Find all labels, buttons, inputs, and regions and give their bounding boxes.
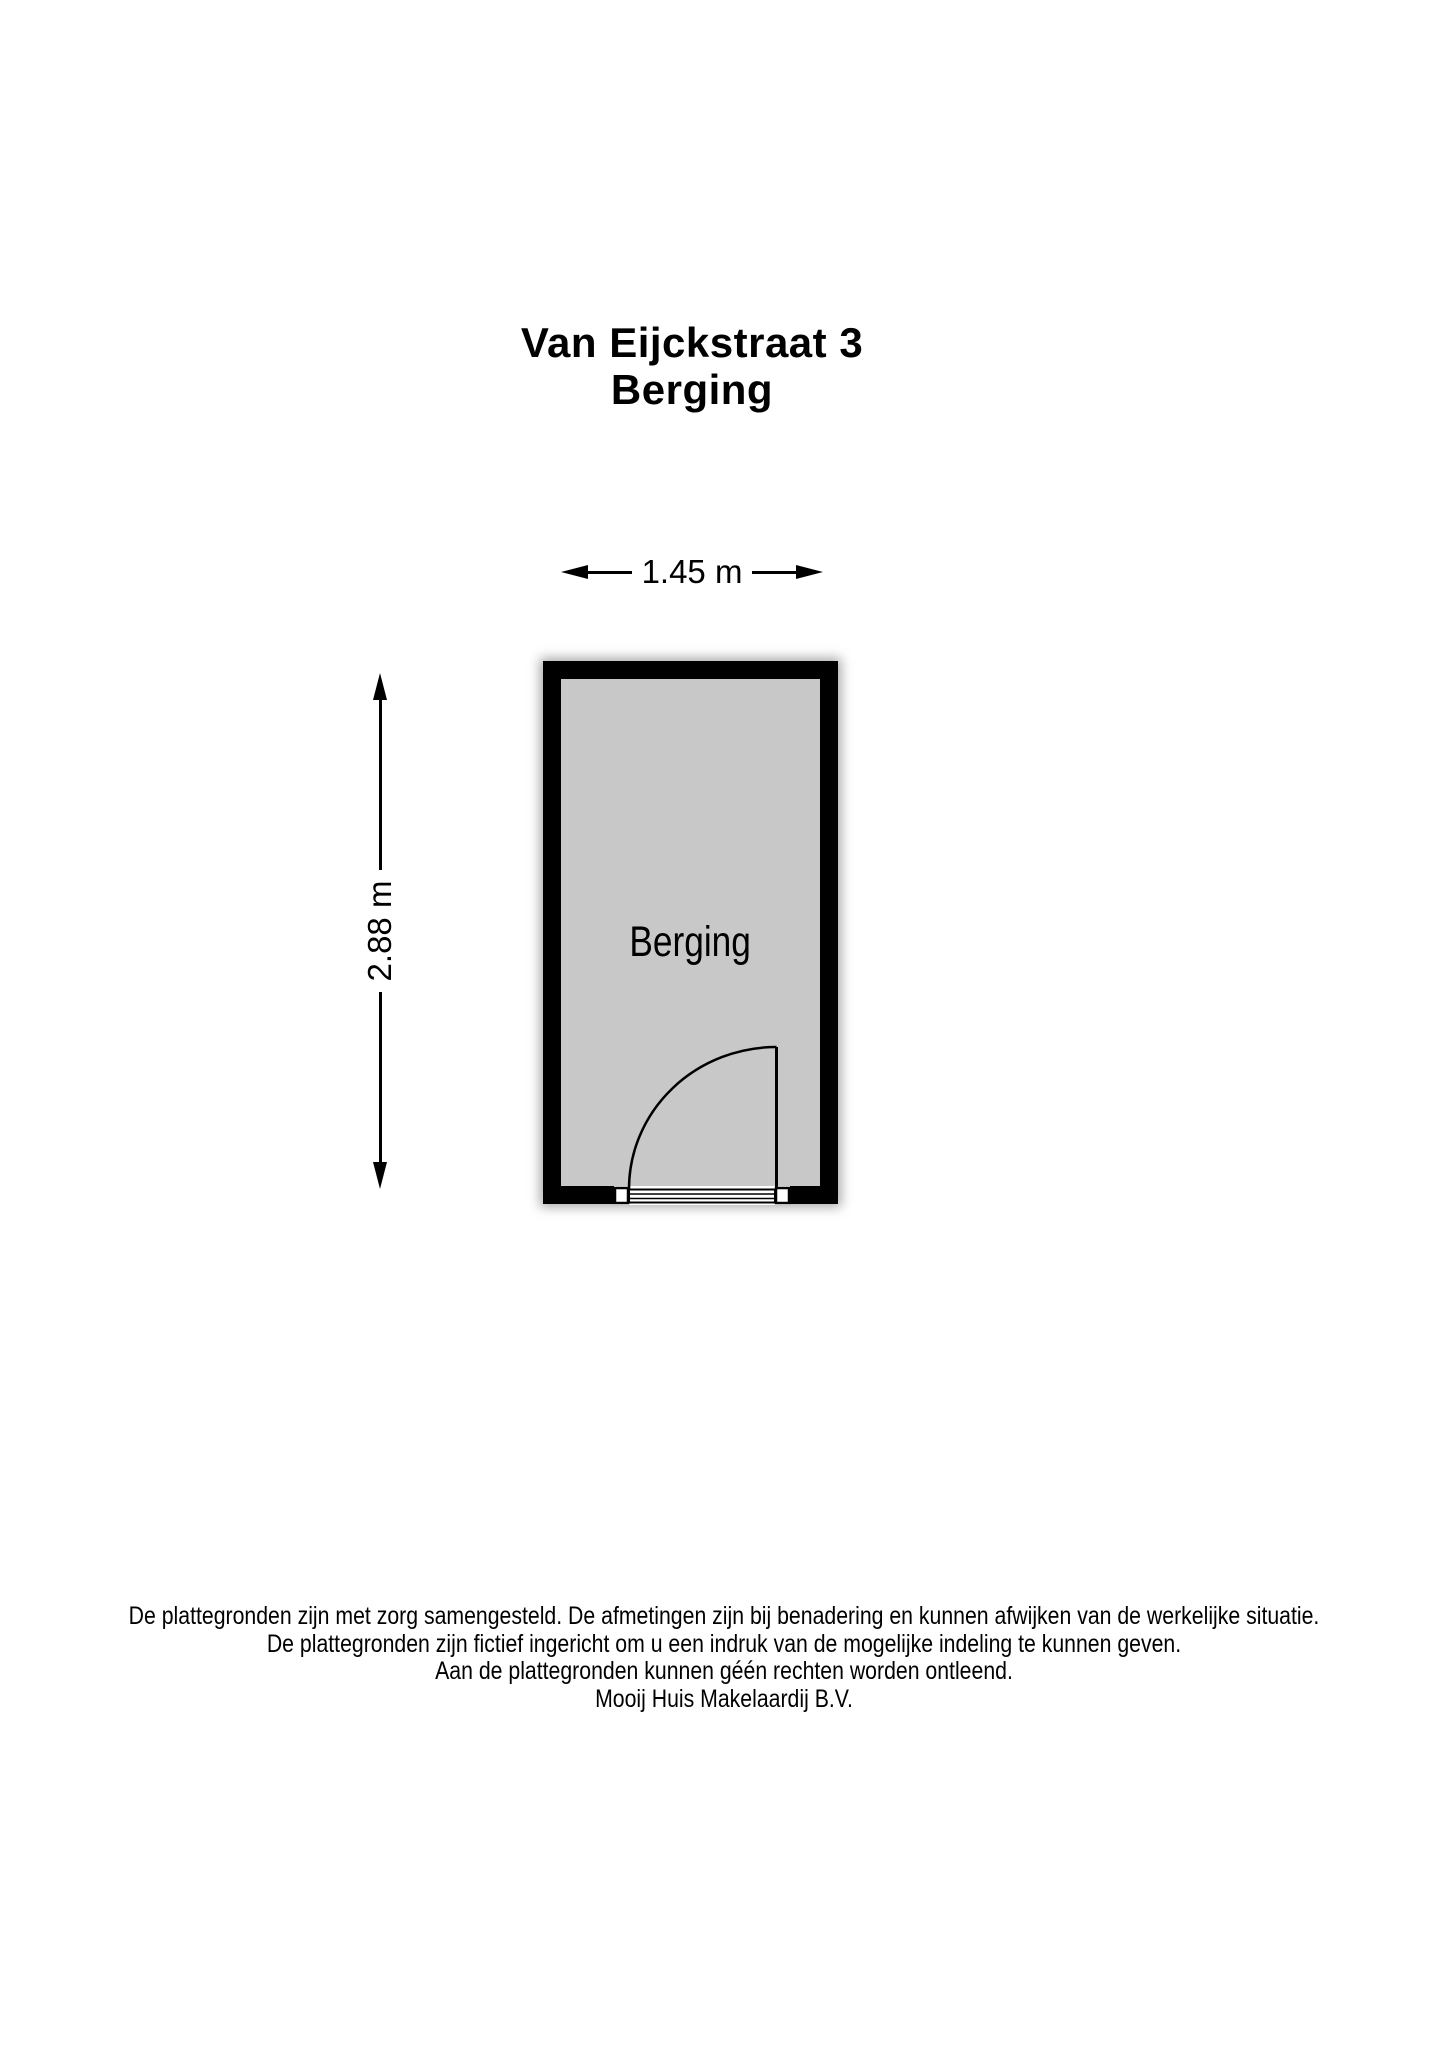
dimension-line	[752, 571, 796, 574]
page-title	[0, 319, 1384, 413]
arrow-right-icon	[796, 565, 823, 579]
title-room-type: Berging	[610, 366, 774, 413]
disclaimer-company: Mooij Huis Makelaardij B.V.	[595, 1684, 853, 1713]
dimension-line	[588, 571, 632, 574]
disclaimer-line: De plattegronden zijn fictief ingericht om u een indruk van de mogelijke indeling te kunnen geven.	[266, 1629, 1182, 1658]
height-dimension	[361, 673, 398, 1189]
arrow-up-icon	[373, 673, 387, 700]
width-dimension	[561, 553, 823, 590]
disclaimer-line: Aan de plattegronden kunnen géén rechten worden ontleend.	[435, 1657, 1013, 1685]
height-dimension-label: 2.88 m	[361, 880, 398, 982]
disclaimer	[0, 1603, 1448, 1713]
dimension-line	[379, 700, 382, 870]
disclaimer-line: De plattegronden zijn met zorg samengesteld. De afmetingen zijn bij benadering en kunnen afwijken van de werkelijke situatie.	[128, 1602, 1320, 1630]
arrow-down-icon	[373, 1162, 387, 1189]
height-dimension-label-holder	[361, 870, 398, 992]
width-dimension-label: 1.45 m	[641, 553, 743, 590]
arrow-left-icon	[561, 565, 588, 579]
room-label: Berging	[629, 918, 752, 966]
dimension-line	[379, 992, 382, 1162]
title-address: Van Eijckstraat 3	[520, 319, 864, 366]
